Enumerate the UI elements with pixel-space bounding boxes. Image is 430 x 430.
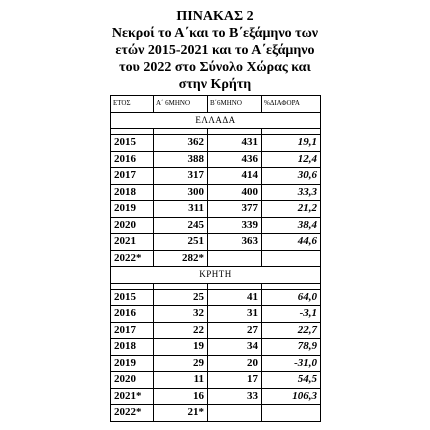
cell-first-half: 245 [154, 217, 208, 234]
cell-second-half: 20 [208, 355, 262, 372]
table-row [111, 184, 321, 201]
cell-percent-diff: 19,1 [262, 135, 321, 152]
section-row [111, 112, 321, 129]
cell-percent-diff: 44,6 [262, 234, 321, 251]
table-body [111, 112, 321, 421]
title-line: Νεκροί το Α΄και το Β΄εξάμηνο των [111, 26, 319, 41]
table-row [111, 217, 321, 234]
table-row [111, 234, 321, 251]
cell-year: 2022* [111, 250, 154, 267]
title-line: ετών 2015-2021 και το Α΄εξάμηνο [115, 43, 315, 58]
cell-year: 2016 [111, 151, 154, 168]
title-line: του 2022 στο Σύνολο Χώρας και [119, 60, 311, 75]
header-second-half: Β΄6ΜΗΝΟ [208, 96, 262, 113]
cell-percent-diff: 33,3 [262, 184, 321, 201]
cell-percent-diff: 38,4 [262, 217, 321, 234]
cell-second-half: 31 [208, 306, 262, 323]
cell-second-half: 33 [208, 388, 262, 405]
cell-first-half: 317 [154, 168, 208, 185]
cell-second-half: 27 [208, 322, 262, 339]
cell-year: 2021 [111, 234, 154, 251]
cell-first-half: 11 [154, 372, 208, 389]
fatalities-table [110, 95, 321, 422]
table-row [111, 339, 321, 356]
cell-second-half: 377 [208, 201, 262, 218]
cell-percent-diff: 78,9 [262, 339, 321, 356]
cell-second-half [208, 250, 262, 267]
table-row [111, 151, 321, 168]
cell-percent-diff: 30,6 [262, 168, 321, 185]
header-first-half: Α΄ 6ΜΗΝΟ [154, 96, 208, 113]
header-year: ΕΤΟΣ [111, 96, 154, 113]
table-row [111, 250, 321, 267]
cell-first-half: 32 [154, 306, 208, 323]
cell-percent-diff [262, 405, 321, 422]
table-row [111, 322, 321, 339]
cell-second-half: 339 [208, 217, 262, 234]
cell-first-half: 388 [154, 151, 208, 168]
cell-percent-diff: -3,1 [262, 306, 321, 323]
cell-first-half: 362 [154, 135, 208, 152]
cell-year: 2015 [111, 289, 154, 306]
cell-first-half: 300 [154, 184, 208, 201]
cell-second-half: 400 [208, 184, 262, 201]
cell-percent-diff: 22,7 [262, 322, 321, 339]
table-row [111, 372, 321, 389]
title-line: ΠΙΝΑΚΑΣ 2 [176, 9, 254, 24]
cell-percent-diff: 54,5 [262, 372, 321, 389]
cell-year: 2015 [111, 135, 154, 152]
cell-year: 2020 [111, 217, 154, 234]
cell-second-half: 431 [208, 135, 262, 152]
cell-first-half: 21* [154, 405, 208, 422]
title-line: στην Κρήτη [178, 77, 252, 92]
cell-first-half: 16 [154, 388, 208, 405]
cell-year: 2021* [111, 388, 154, 405]
cell-percent-diff: 12,4 [262, 151, 321, 168]
cell-first-half: 282* [154, 250, 208, 267]
cell-year: 2020 [111, 372, 154, 389]
cell-percent-diff: 64,0 [262, 289, 321, 306]
cell-year: 2016 [111, 306, 154, 323]
cell-year: 2017 [111, 322, 154, 339]
cell-year: 2019 [111, 201, 154, 218]
cell-percent-diff [262, 250, 321, 267]
cell-year: 2022* [111, 405, 154, 422]
cell-second-half: 17 [208, 372, 262, 389]
cell-year: 2017 [111, 168, 154, 185]
table-row [111, 355, 321, 372]
cell-first-half: 19 [154, 339, 208, 356]
table-row [111, 168, 321, 185]
table-row [111, 388, 321, 405]
cell-percent-diff: 21,2 [262, 201, 321, 218]
table-title [95, 8, 335, 93]
header-percent-diff: %ΔΙΑΦΟΡΑ [262, 96, 321, 113]
cell-year: 2018 [111, 339, 154, 356]
section-row [111, 267, 321, 284]
header-row [111, 96, 321, 113]
cell-percent-diff: -31,0 [262, 355, 321, 372]
cell-first-half: 25 [154, 289, 208, 306]
cell-first-half: 22 [154, 322, 208, 339]
table-row [111, 405, 321, 422]
cell-first-half: 311 [154, 201, 208, 218]
section-label: ΚΡΗΤΗ [111, 267, 321, 284]
table-row [111, 289, 321, 306]
cell-second-half: 41 [208, 289, 262, 306]
cell-first-half: 29 [154, 355, 208, 372]
section-label: ΕΛΛΑΔΑ [111, 112, 321, 129]
cell-first-half: 251 [154, 234, 208, 251]
table-row [111, 135, 321, 152]
cell-year: 2019 [111, 355, 154, 372]
cell-percent-diff: 106,3 [262, 388, 321, 405]
cell-year: 2018 [111, 184, 154, 201]
cell-second-half: 34 [208, 339, 262, 356]
cell-second-half [208, 405, 262, 422]
cell-second-half: 363 [208, 234, 262, 251]
table-row [111, 201, 321, 218]
cell-second-half: 436 [208, 151, 262, 168]
cell-second-half: 414 [208, 168, 262, 185]
table-row [111, 306, 321, 323]
